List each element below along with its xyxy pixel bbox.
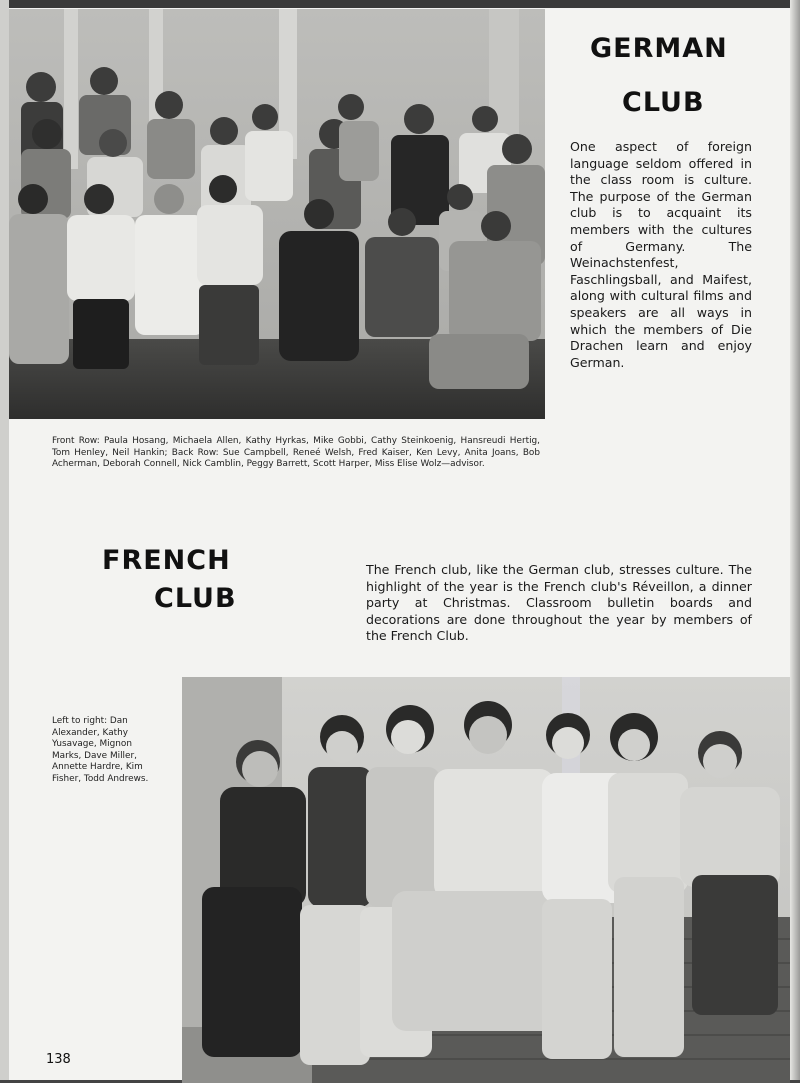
scan-left-edge — [0, 0, 9, 1083]
page-number: 138 — [46, 1052, 71, 1067]
german-club-title-club — [622, 88, 722, 118]
french-club-title-club — [154, 584, 254, 614]
scan-binding-shadow — [790, 0, 800, 1083]
german-club-title-line1: GERMAN — [590, 33, 728, 64]
french-club-caption: Left to right: Dan Alexander, Kathy Yusavage, Mignon Marks, Dave Miller, Annette Hardre, Kim Fisher, Todd Andrews. — [52, 716, 149, 784]
german-club-caption: Front Row: Paula Hosang, Michaela Allen, Kathy Hyrkas, Mike Gobbi, Cathy Steinkoenig, Hansreudi Hertig, Tom Henley, Neil Hankin; Back Row: Sue Campbell, Reneé Welsh, Fred Kaiser, Ken Levy, Anita Joans, Bob Acherman, Deborah Connell, Nick Camblin, Peggy Barrett, Scott Harper, Miss Elise Wolz—advisor. — [52, 436, 540, 469]
german-club-title — [590, 34, 750, 64]
french-club-description: The French club, like the German club, stresses culture. The highlight of the year is the French club's Réveillon, a dinner party at Christmas. Classroom bulletin boards and decorations are done throughout the year by members of the French Club. — [366, 562, 752, 644]
french-club-title-line2: CLUB — [154, 583, 237, 614]
german-club-description: One aspect of foreign language seldom offered in the class room is culture. The purpose of the German club is to acquaint its members with the cultures of Germany. The Weinachstenfest, Faschlingsball, and Maifest, along with cultural films and speakers are all ways in which the members of Die Drachen learn and enjoy German. — [570, 139, 752, 370]
french-club-title-line1: FRENCH — [102, 545, 231, 576]
german-club-photo — [9, 9, 545, 419]
french-club-photo — [182, 677, 790, 1083]
french-club-title — [102, 546, 242, 576]
german-club-title-line2: CLUB — [622, 87, 705, 118]
scan-top-edge — [0, 0, 800, 8]
